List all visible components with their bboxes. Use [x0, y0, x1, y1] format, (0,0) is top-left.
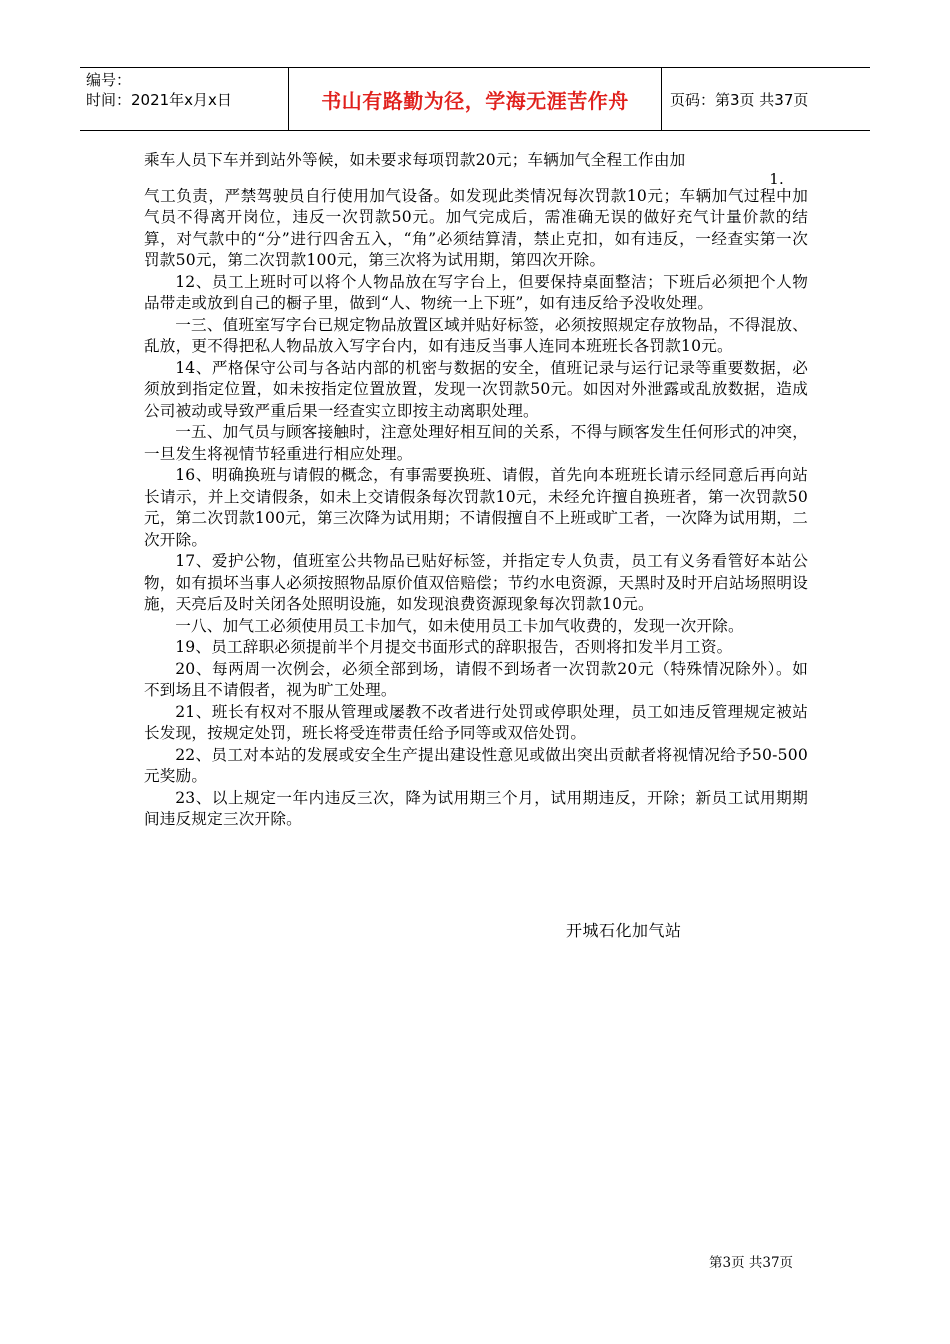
- page-footer: 第3页 共37页: [709, 1255, 794, 1271]
- signature: 开城石化加气站: [566, 921, 682, 940]
- list-marker: 1.: [769, 169, 784, 188]
- paragraph-19: 19、员工辞职必须提前半个月提交书面形式的辞职报告，否则将扣发半月工资。: [175, 638, 733, 656]
- paragraph-20: 20、每两周一次例会，必须全部到场，请假不到场者一次罚款20元（特殊情况除外）。如不到场且不请假者，视为旷工处理。: [144, 659, 808, 699]
- paragraph-17: 17、爱护公物，值班室公共物品已贴好标签，并指定专人负责，员工有义务看管好本站公物，如有损坏当事人必须按照物品原价值双倍赔偿；节约水电资源，天黑时及时开启站场照明设施，天亮后及时关闭各处照明设施，如发现浪费资源现象每次罚款10元。: [144, 552, 808, 613]
- page-header: [80, 67, 870, 131]
- paragraph-18: 一八、加气工必须使用员工卡加气，如未使用员工卡加气收费的，发现一次开除。: [175, 616, 744, 635]
- document-body: [144, 150, 808, 831]
- paragraph-1: 乘车人员下车并到站外等候，如未要求每项罚款20元；车辆加气全程工作由加: [144, 151, 686, 169]
- paragraph-12: 12、员工上班时可以将个人物品放在写字台上，但要保持桌面整洁；下班后必须把个人物品带走或放到自己的橱子里，做到“人、物统一上下班”，如有违反给予没收处理。: [144, 272, 808, 312]
- paragraph-21: 21、班长有权对不服从管理或屡教不改者进行处罚或停职处理，员工如违反管理规定被站长发现，按规定处罚，班长将受连带责任给予同等或双倍处罚。: [144, 702, 808, 742]
- paragraph-23: 23、以上规定一年内违反三次，降为试用期三个月，试用期违反，开除；新员工试用期期间违反规定三次开除。: [144, 788, 808, 828]
- time-label: 时间：2021年x月x日: [86, 91, 232, 109]
- paragraph-13: 一三、值班室写字台已规定物品放置区域并贴好标签，必须按照规定存放物品，不得混放、乱放，更不得把私人物品放入写字台内，如有违反当事人连同本班班长各罚款10元。: [144, 315, 808, 355]
- paragraph-22: 22、员工对本站的发展或安全生产提出建设性意见或做出突出贡献者将视情况给予50-500元奖励。: [144, 745, 808, 785]
- number-label: 编号：: [86, 71, 132, 89]
- paragraph-16: 16、明确换班与请假的概念，有事需要换班、请假，首先向本班班长请示经同意后再向站长请示，并上交请假条，如未上交请假条每次罚款10元，未经允许擅自换班者，第一次罚款50元，第二次罚款100元，第三次降为试用期；不请假擅自不上班或旷工者，一次降为试用期，二次开除。: [144, 466, 808, 549]
- header-page-info: 页码：第3页 共37页: [670, 90, 809, 109]
- paragraph-14: 14、严格保守公司与各站内部的机密与数据的安全，值班记录与运行记录等重要数据，必须放到指定位置，如未按指定位置放置，发现一次罚款50元。如因对外泄露或乱放数据，造成公司被动或导致严重后果一经查实立即按主动离职处理。: [144, 358, 808, 420]
- paragraph-15: 一五、加气员与顾客接触时，注意处理好相互间的关系，不得与顾客发生任何形式的冲突，一旦发生将视情节轻重进行相应处理。: [144, 423, 808, 463]
- header-meta: [80, 68, 289, 130]
- paragraph-2: 气工负责，严禁驾驶员自行使用加气设备。如发现此类情况每次罚款10元；车辆加气过程中加气员不得离开岗位，违反一次罚款50元。加气完成后，需准确无误的做好充气计量价款的结算，对气款中的“分”进行四舍五入，“角”必须结算清，禁止克扣，如有违反，一经查实第一次罚款50元，第二次罚款100元，第三次将为试用期，第四次开除。: [144, 186, 808, 269]
- header-motto: 书山有路勤为径，学海无涯苦作舟: [289, 68, 662, 130]
